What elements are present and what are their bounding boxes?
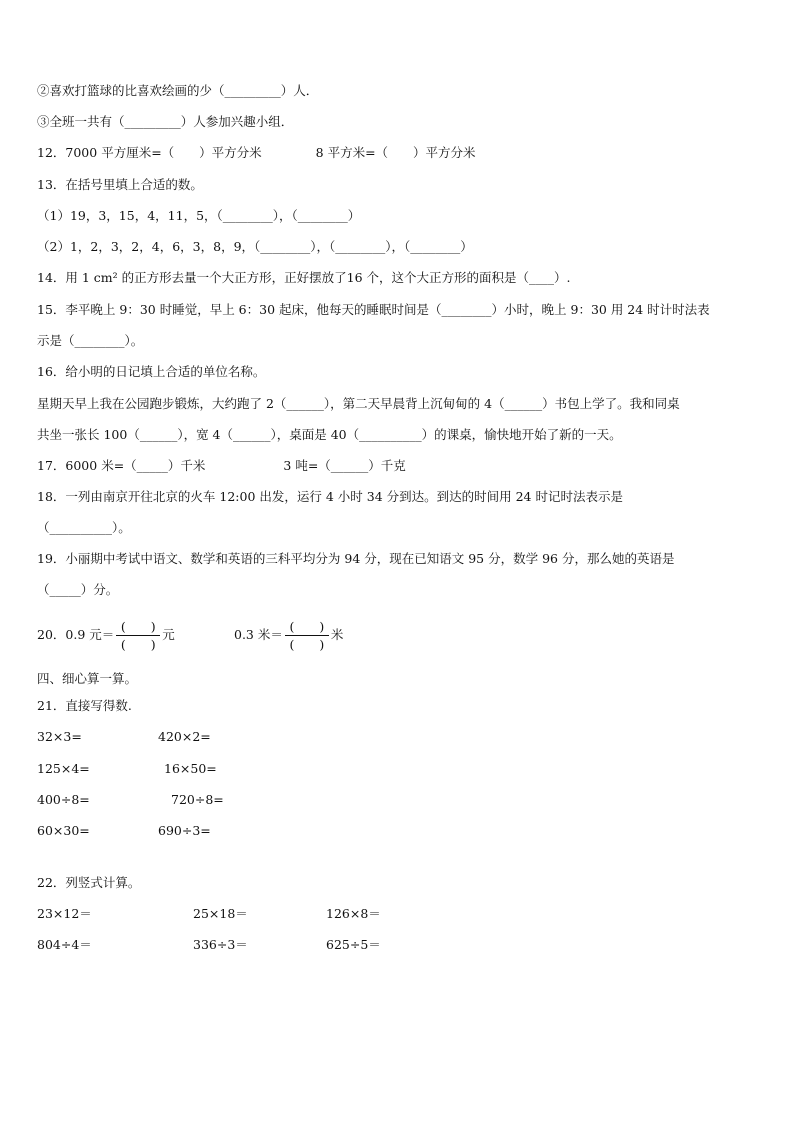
q16-title: 16．给小明的日记填上合适的单位名称。 [37,364,266,379]
q21-r1-c2: 420×2= [158,729,211,744]
question-14: 14．用 1 cm² 的正方形去量一个大正方形，正好摆放了16 个，这个大正方形的面积是（____）. [37,270,571,285]
question-20-part-a [37,615,175,655]
q19-line-1: 19．小丽期中考试中语文、数学和英语的三科平均分为 94 分，现在已知语文 95 分，数学 96 分，那么她的英语是 [37,551,675,566]
q21-r2-c1: 125×4= [37,761,90,776]
q21-r3-c2: 720÷8= [171,792,224,807]
fraction-b-denominator: ( ) [289,636,325,652]
fraction-a-numerator: ( ) [120,618,156,634]
q11-line-2: ②喜欢打篮球的比喜欢绘画的少（_________）人． [37,83,319,98]
question-17 [37,458,406,474]
fraction-a-denominator: ( ) [120,636,156,652]
q22-r2-c3: 625÷5＝ [326,937,381,952]
q22-r2-c1: 804÷4＝ [37,937,92,952]
fraction-b [285,619,329,652]
q18-line-2: （__________）。 [37,520,131,535]
q20-a-unit: 元 [162,627,175,642]
q21-r2-c2: 16×50= [164,761,217,776]
fraction-a [116,619,160,652]
q21-r4-c1: 60×30= [37,823,90,838]
q22-r1-c2: 25×18＝ [193,906,248,921]
q18-line-1: 18．一列由南京开往北京的火车 12:00 出发，运行 4 小时 34 分到达。到达的时间用 24 时记时法表示是 [37,489,623,504]
q13-line-2: （2）1，2，3，2，4，6，3，8，9，（________），（________），（________） [37,239,473,254]
q20-b-unit: 米 [330,627,344,642]
q16-line-2: 共坐一张长 100（______），宽 4（______），桌面是 40（__________）的课桌，愉快地开始了新的一天。 [37,427,622,442]
fraction-b-numerator: ( ) [289,618,325,634]
question-20-part-b [234,615,343,655]
q21-r1-c1: 32×3= [37,729,82,744]
q19-line-2: （_____）分。 [37,582,119,597]
q22-r1-c3: 126×8＝ [326,906,381,921]
q11-line-3: ③全班一共有（_________）人参加兴趣小组． [37,114,294,129]
q20-b-prefix: 0.3 米＝ [234,627,283,642]
question-12 [37,145,476,161]
q16-line-1: 星期天早上我在公园跑步锻炼，大约跑了 2（______），第二天早晨背上沉甸甸的 4（______）书包上学了。我和同桌 [37,396,680,411]
fraction-a-bar [116,635,160,636]
q13-title: 13．在括号里填上合适的数。 [37,177,203,192]
q21-title: 21．直接写得数. [37,698,132,713]
q15-line-1: 15．李平晚上 9：30 时睡觉，早上 6：30 起床，他每天的睡眠时间是（________）小时，晚上 9：30 用 24 时计时法表 [37,302,710,317]
q21-r3-c1: 400÷8= [37,792,90,807]
q15-line-2: 示是（________）。 [37,333,144,348]
q22-title: 22．列竖式计算。 [37,875,141,890]
q21-r4-c2: 690÷3= [158,823,211,838]
section-4-heading: 四、细心算一算。 [37,671,138,686]
q22-r2-c2: 336÷3＝ [193,937,248,952]
q12-part-b: 8 平方米=（ ）平方分米 [315,145,476,160]
q17-part-b: 3 吨=（______）千克 [283,458,406,473]
q12-part-a: 12．7000 平方厘米=（ ）平方分米 [37,145,262,160]
q22-r1-c1: 23×12＝ [37,906,92,921]
fraction-b-bar [285,635,329,636]
q17-part-a: 17．6000 米=（_____）千米 [37,458,206,473]
q20-a-prefix: 20．0.9 元＝ [37,627,115,642]
q13-line-1: （1）19，3，15，4，11，5，（________），（________） [37,208,361,223]
